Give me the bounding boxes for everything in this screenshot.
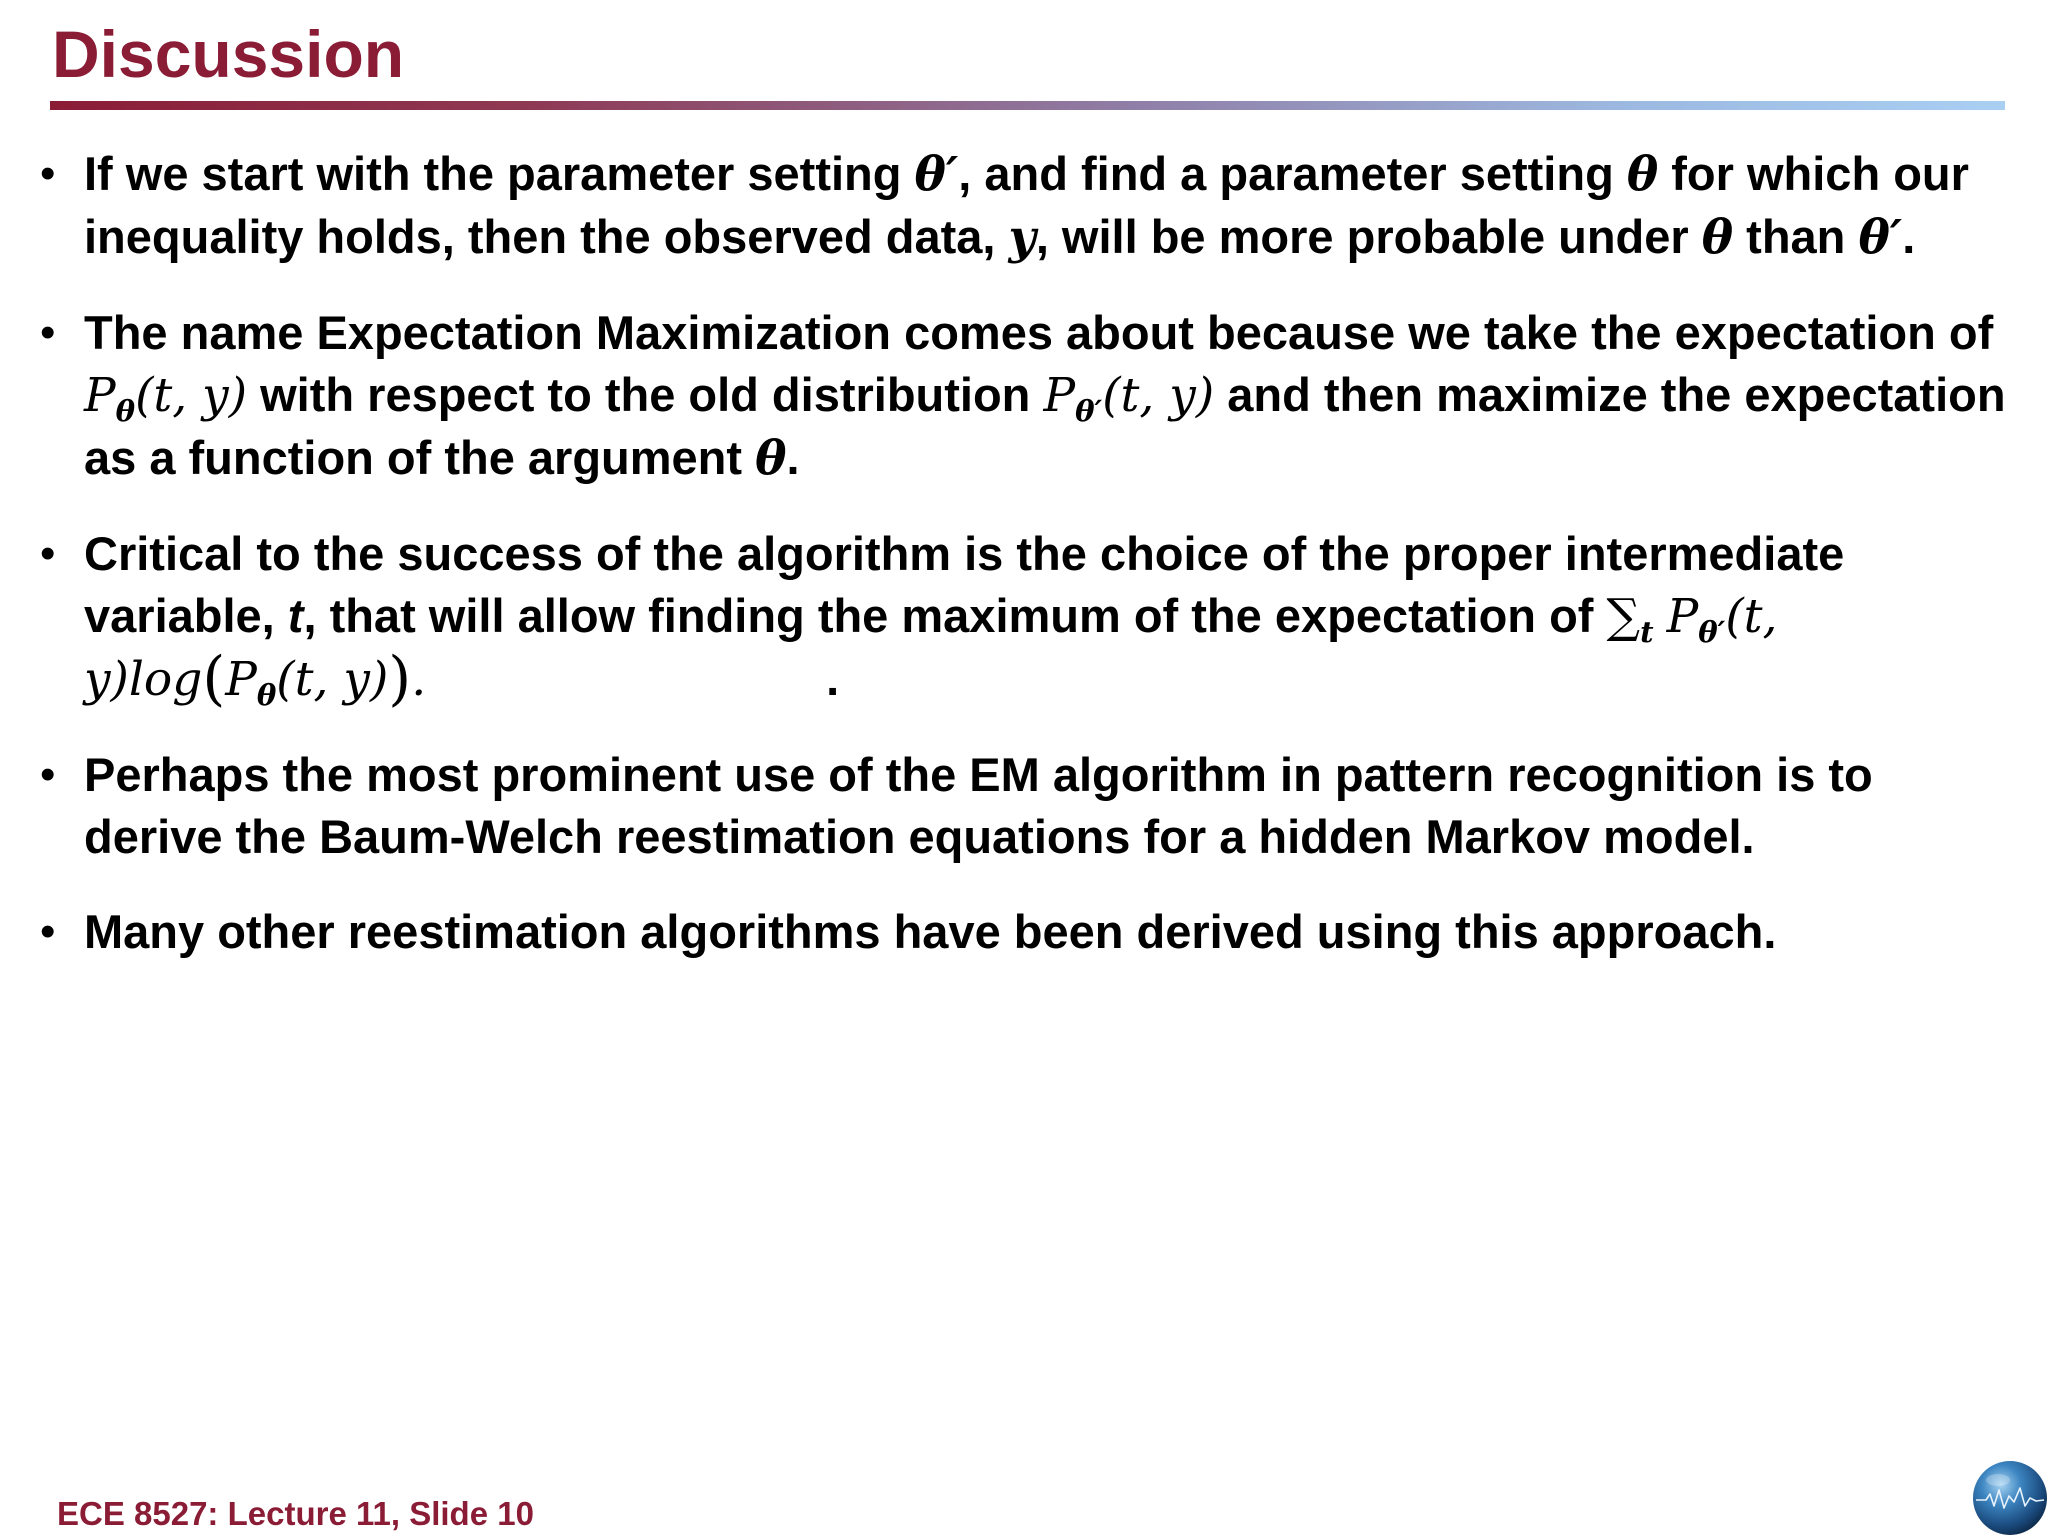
bullet-text: If we start with the parameter setting <box>84 147 915 200</box>
bullet-text: and then maximize the expectation as a function of the argument <box>84 368 2006 484</box>
math-p: P <box>225 652 257 707</box>
math-p: P <box>84 368 116 423</box>
math-args: (t, y) <box>135 368 248 423</box>
math-period: . <box>411 652 427 707</box>
math-args: (t, y) <box>276 652 389 707</box>
bullet-list <box>40 143 2010 996</box>
bullet-marker: • <box>40 529 56 578</box>
bullet-marker: • <box>40 149 56 198</box>
bullet-marker: • <box>40 750 56 799</box>
math-right-paren: ) <box>388 643 412 713</box>
bullet-text: Perhaps the most prominent use of the EM algorithm in pattern recognition is to derive the Baum-Welch reestimation equations for a hidden Markov model. <box>84 748 1873 863</box>
math-theta: θ <box>1701 210 1734 265</box>
bullet-item <box>40 744 2010 868</box>
bullet-text: . <box>786 431 800 484</box>
math-sum-subscript: t <box>1640 615 1654 650</box>
math-t: t <box>287 589 304 642</box>
math-args: (t, y) <box>1102 368 1215 423</box>
math-theta-prime: θ′ <box>914 147 959 202</box>
math-theta-prime: θ′ <box>1858 210 1903 265</box>
bullet-marker: • <box>40 308 56 357</box>
math-p: P <box>1666 589 1699 644</box>
bullet-text: The name Expectation Maximization comes about because we take the expectation of <box>84 306 1994 359</box>
bullet-text: . <box>1902 210 1916 263</box>
bullet-marker: • <box>40 907 56 956</box>
slide-title: Discussion <box>52 17 405 91</box>
math-left-paren: ( <box>202 643 226 713</box>
bullet-text: , will be more probable under <box>1035 210 1702 263</box>
bullet-text: , and find a parameter setting <box>958 147 1627 200</box>
bullet-item <box>40 523 2010 711</box>
math-y: y <box>1008 210 1036 265</box>
bullet-item <box>40 143 2010 269</box>
bullet-item <box>40 901 2010 963</box>
math-subscript-theta: θ <box>256 678 277 713</box>
math-log: log <box>128 652 203 707</box>
bullet-text: , that will allow finding the maximum of the expectation of <box>303 589 1607 642</box>
math-args: (t, y) <box>84 589 1778 707</box>
globe-logo-icon <box>1972 1460 2048 1536</box>
bullet-text: for which our inequality holds, then the observed data, <box>84 147 1969 263</box>
slide-footer: ECE 8527: Lecture 11, Slide 10 <box>57 1495 534 1532</box>
trailing-period: . <box>826 652 840 705</box>
title-underline <box>50 101 2005 110</box>
math-theta: θ <box>755 431 787 486</box>
math-subscript-theta-prime: θ′ <box>1698 615 1726 650</box>
bullet-text: Critical to the success of the algorithm is the choice of the proper intermediate variable, <box>84 527 1845 642</box>
bullet-text: than <box>1733 210 1859 263</box>
math-subscript-theta: θ <box>115 394 136 429</box>
math-subscript-theta-prime: θ′ <box>1075 394 1103 429</box>
bullet-text: Many other reestimation algorithms have been derived using this approach. <box>84 905 1777 958</box>
bullet-text: with respect to the old distribution <box>247 368 1044 421</box>
math-sum-symbol: ∑ <box>1606 589 1641 644</box>
math-theta: θ <box>1626 147 1659 202</box>
bullet-item <box>40 302 2010 490</box>
math-p: P <box>1043 368 1076 423</box>
